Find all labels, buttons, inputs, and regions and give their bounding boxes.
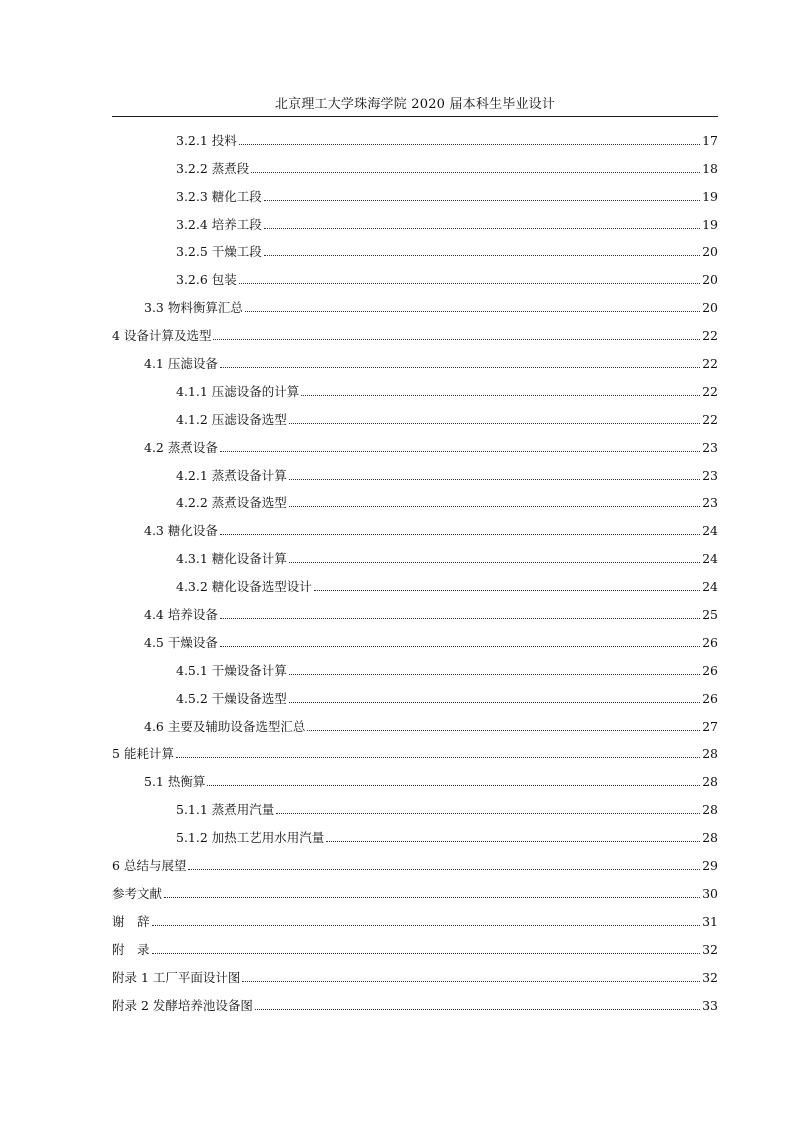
toc-entry-title: 蒸煮设备计算	[211, 467, 287, 483]
toc-dot-leader	[239, 143, 700, 145]
toc-dot-leader	[220, 533, 700, 535]
toc-entry[interactable]	[112, 566, 718, 594]
toc-entry-number: 3.2.2	[176, 160, 208, 176]
toc-entry[interactable]	[112, 985, 718, 1013]
toc-entry-number: 5.1	[144, 774, 164, 790]
table-of-contents	[112, 120, 718, 1013]
toc-entry[interactable]	[112, 929, 718, 957]
toc-entry[interactable]	[112, 287, 718, 315]
toc-dot-leader	[314, 589, 700, 591]
toc-dot-leader	[220, 617, 700, 619]
toc-dot-leader	[289, 422, 700, 424]
toc-dot-leader	[289, 478, 700, 480]
toc-dot-leader	[289, 701, 700, 703]
toc-page-number: 20	[702, 244, 718, 260]
toc-entry-number: 4.2.1	[176, 467, 208, 483]
toc-entry-title: 投料	[211, 132, 237, 148]
toc-dot-leader	[164, 896, 700, 898]
toc-entry-title: 包装	[211, 272, 237, 288]
toc-entry[interactable]	[112, 845, 718, 873]
toc-page-number: 32	[702, 941, 718, 957]
toc-entry-number: 4.5	[144, 634, 164, 650]
toc-dot-leader	[242, 980, 700, 982]
toc-entry-title: 热衡算	[167, 774, 206, 790]
toc-entry-number: 3.2.6	[176, 272, 208, 288]
toc-dot-leader	[264, 254, 700, 256]
toc-entry[interactable]	[112, 789, 718, 817]
toc-page-number: 28	[702, 746, 718, 762]
toc-entry-number: 4.2.2	[176, 495, 208, 511]
toc-dot-leader	[264, 199, 700, 201]
toc-page-number: 28	[702, 802, 718, 818]
toc-dot-leader	[301, 394, 700, 396]
toc-entry-title: 设备计算及选型	[123, 328, 212, 344]
toc-dot-leader	[188, 868, 700, 870]
toc-dot-leader	[251, 171, 700, 173]
toc-page-number: 28	[702, 774, 718, 790]
toc-entry-title: 蒸煮段	[211, 160, 250, 176]
toc-entry[interactable]	[112, 622, 718, 650]
toc-page-number: 17	[702, 132, 718, 148]
toc-dot-leader	[213, 338, 700, 340]
toc-page-number: 28	[702, 830, 718, 846]
toc-entry[interactable]	[112, 957, 718, 985]
toc-entry-title: 蒸煮用汽量	[211, 802, 275, 818]
toc-page-number: 20	[702, 272, 718, 288]
toc-entry-number: 4.3.2	[176, 579, 208, 595]
toc-entry[interactable]	[112, 343, 718, 371]
toc-dot-leader	[276, 812, 700, 814]
toc-entry[interactable]	[112, 901, 718, 929]
toc-entry[interactable]	[112, 371, 718, 399]
toc-page-number: 18	[702, 160, 718, 176]
toc-entry-number: 5.1.1	[176, 802, 208, 818]
toc-entry-title: 压滤设备选型	[211, 411, 287, 427]
toc-entry[interactable]	[112, 678, 718, 706]
toc-page-number: 24	[702, 523, 718, 539]
toc-page-number: 26	[702, 634, 718, 650]
toc-entry-title: 附录 1 工厂平面设计图	[112, 969, 241, 985]
toc-dot-leader	[289, 505, 700, 507]
toc-entry[interactable]	[112, 399, 718, 427]
toc-entry[interactable]	[112, 148, 718, 176]
toc-entry[interactable]	[112, 120, 718, 148]
toc-entry-number: 4.6	[144, 718, 164, 734]
toc-entry[interactable]	[112, 455, 718, 483]
toc-entry[interactable]	[112, 817, 718, 845]
toc-page-number: 23	[702, 439, 718, 455]
toc-page-number: 23	[702, 467, 718, 483]
toc-entry-title: 谢 辞	[112, 913, 150, 929]
toc-dot-leader	[220, 450, 700, 452]
toc-dot-leader	[207, 784, 700, 786]
toc-entry[interactable]	[112, 315, 718, 343]
toc-page-number: 29	[702, 858, 718, 874]
toc-entry-title: 蒸煮设备	[167, 439, 218, 455]
toc-page-number: 19	[702, 216, 718, 232]
toc-dot-leader	[289, 561, 700, 563]
toc-dot-leader	[289, 673, 700, 675]
toc-page-number: 22	[702, 383, 718, 399]
toc-page-number: 27	[702, 718, 718, 734]
toc-entry-number: 4.2	[144, 439, 164, 455]
toc-entry-title: 压滤设备	[167, 356, 218, 372]
toc-page-number: 24	[702, 551, 718, 567]
toc-entry[interactable]	[112, 483, 718, 511]
toc-dot-leader	[239, 282, 700, 284]
toc-dot-leader	[264, 227, 700, 229]
toc-entry-title: 糖化设备选型设计	[211, 579, 312, 595]
toc-entry-title: 糖化设备计算	[211, 551, 287, 567]
toc-page-number: 32	[702, 969, 718, 985]
toc-entry-title: 干燥设备	[167, 634, 218, 650]
toc-entry-number: 3.2.3	[176, 188, 208, 204]
toc-entry-title: 附录 2 发酵培养池设备图	[112, 997, 253, 1013]
toc-entry-number: 5	[112, 746, 120, 762]
toc-entry-number: 3.2.5	[176, 244, 208, 260]
toc-entry-number: 3.3	[144, 300, 164, 316]
toc-entry-title: 培养工段	[211, 216, 262, 232]
toc-entry[interactable]	[112, 204, 718, 232]
toc-entry-number: 4.1.1	[176, 383, 208, 399]
toc-entry[interactable]	[112, 259, 718, 287]
toc-page-number: 19	[702, 188, 718, 204]
toc-entry[interactable]	[112, 427, 718, 455]
toc-entry[interactable]	[112, 650, 718, 678]
toc-entry-number: 3.2.4	[176, 216, 208, 232]
toc-entry-title: 培养设备	[167, 607, 218, 623]
toc-page-number: 26	[702, 662, 718, 678]
toc-dot-leader	[220, 645, 700, 647]
toc-entry[interactable]	[112, 761, 718, 789]
toc-entry-title: 糖化工段	[211, 188, 262, 204]
header-divider	[112, 116, 718, 117]
toc-entry-title: 参考文献	[112, 885, 163, 901]
toc-entry-title: 糖化设备	[167, 523, 218, 539]
toc-entry[interactable]	[112, 538, 718, 566]
toc-entry-number: 4	[112, 328, 120, 344]
toc-entry-number: 5.1.2	[176, 830, 208, 846]
toc-entry-number: 3.2.1	[176, 132, 208, 148]
toc-entry[interactable]	[112, 510, 718, 538]
toc-entry-number: 4.4	[144, 607, 164, 623]
toc-entry[interactable]	[112, 873, 718, 901]
toc-page-number: 25	[702, 607, 718, 623]
toc-entry-title: 物料衡算汇总	[167, 300, 243, 316]
toc-dot-leader	[307, 729, 700, 731]
toc-entry-title: 压滤设备的计算	[211, 383, 300, 399]
toc-entry-title: 能耗计算	[123, 746, 174, 762]
toc-page-number: 33	[702, 997, 718, 1013]
toc-page-number: 24	[702, 579, 718, 595]
toc-dot-leader	[220, 366, 700, 368]
toc-entry-number: 4.3.1	[176, 551, 208, 567]
toc-entry-title: 加热工艺用水用汽量	[211, 830, 325, 846]
toc-entry-title: 干燥工段	[211, 244, 262, 260]
page-header: 北京理工大学珠海学院 2020 届本科生毕业设计	[274, 97, 556, 112]
toc-page-number: 20	[702, 300, 718, 316]
toc-entry-number: 6	[112, 858, 120, 874]
toc-entry[interactable]	[112, 594, 718, 622]
toc-page-number: 31	[702, 913, 718, 929]
toc-entry[interactable]	[112, 706, 718, 734]
toc-dot-leader	[245, 310, 700, 312]
toc-dot-leader	[255, 1008, 700, 1010]
toc-entry-title: 附 录	[112, 941, 150, 957]
toc-page-number: 22	[702, 356, 718, 372]
toc-entry-number: 4.1.2	[176, 411, 208, 427]
toc-dot-leader	[152, 924, 700, 926]
toc-entry-number: 4.1	[144, 356, 164, 372]
toc-entry[interactable]	[112, 734, 718, 762]
toc-entry-title: 干燥设备选型	[211, 690, 287, 706]
toc-page-number: 26	[702, 690, 718, 706]
toc-page-number: 30	[702, 885, 718, 901]
toc-entry-number: 4.3	[144, 523, 164, 539]
toc-entry[interactable]	[112, 176, 718, 204]
toc-page-number: 23	[702, 495, 718, 511]
toc-entry-number: 4.5.1	[176, 662, 208, 678]
toc-entry-number: 4.5.2	[176, 690, 208, 706]
toc-page-number: 22	[702, 328, 718, 344]
toc-page-number: 22	[702, 411, 718, 427]
toc-dot-leader	[176, 756, 700, 758]
toc-dot-leader	[326, 840, 700, 842]
toc-entry-title: 主要及辅助设备选型汇总	[167, 718, 306, 734]
toc-entry-title: 干燥设备计算	[211, 662, 287, 678]
toc-entry-title: 蒸煮设备选型	[211, 495, 287, 511]
toc-entry[interactable]	[112, 232, 718, 260]
toc-dot-leader	[152, 952, 700, 954]
toc-entry-title: 总结与展望	[123, 858, 187, 874]
